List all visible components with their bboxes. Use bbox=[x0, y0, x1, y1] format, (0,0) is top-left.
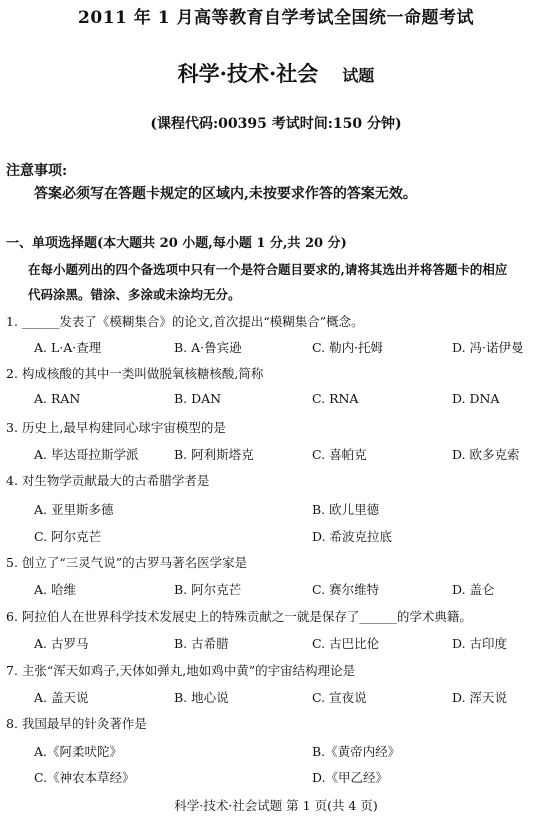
section-instruction-line1: 在每小题列出的四个备选项中只有一个是符合题目要求的,请将其选出并将答题卡的相应 bbox=[28, 262, 508, 277]
question-option: A. RAN bbox=[34, 391, 81, 406]
question-option: A. 亚里斯多德 bbox=[34, 502, 114, 517]
exam-title: 2011 年 1 月高等教育自学考试全国统一命题考试 bbox=[78, 8, 474, 28]
subject-title bbox=[0, 58, 552, 88]
question-option: B. 阿尔克芒 bbox=[174, 582, 242, 597]
question-option: A. L·A·查理 bbox=[34, 340, 102, 355]
question-option: C. 阿尔克芒 bbox=[34, 529, 102, 544]
question-option: B. 欧儿里德 bbox=[312, 502, 380, 517]
question-stem: 1. ______发表了《模糊集合》的论文,首次提出“模糊集合”概念。 bbox=[6, 314, 364, 329]
question-stem: 6. 阿拉伯人在世界科学技术发展史上的特殊贡献之一就是保存了______的学术典籍。 bbox=[6, 609, 472, 624]
question-option: B.《黄帝内经》 bbox=[312, 744, 401, 759]
question-option: D. 欧多克索 bbox=[452, 447, 520, 462]
question-stem: 3. 历史上,最早构建同心球宇宙模型的是 bbox=[6, 420, 226, 435]
question-stem: 7. 主张“浑天如鸡子,天体如弹丸,地如鸡中黄”的宇宙结构理论是 bbox=[6, 663, 356, 678]
question-option: C. 宣夜说 bbox=[312, 690, 367, 705]
question-option: D. DNA bbox=[452, 391, 500, 406]
course-info: (课程代码:00395 考试时间:150 分钟) bbox=[150, 116, 402, 132]
question-option: C.《神农本草经》 bbox=[34, 770, 135, 785]
question-option: C. 赛尔维特 bbox=[312, 582, 380, 597]
paper-label: 试题 bbox=[342, 66, 375, 85]
question-option: C. 古巴比伦 bbox=[312, 636, 380, 651]
section-instruction-line2: 代码涂黑。错涂、多涂或未涂均无分。 bbox=[28, 287, 241, 302]
section-heading: 一、单项选择题(本大题共 20 小题,每小题 1 分,共 20 分) bbox=[6, 236, 347, 251]
question-stem: 8. 我国最早的针灸著作是 bbox=[6, 716, 147, 731]
question-option: A. 毕达哥拉斯学派 bbox=[34, 447, 139, 462]
question-option: A.《阿柔吠陀》 bbox=[34, 744, 123, 759]
question-option: D. 古印度 bbox=[452, 636, 508, 651]
question-option: A. 盖天说 bbox=[34, 690, 89, 705]
question-option: B. A·鲁宾逊 bbox=[174, 340, 242, 355]
question-option: C. 勒内·托姆 bbox=[312, 340, 384, 355]
question-stem: 4. 对生物学贡献最大的古希腊学者是 bbox=[6, 473, 210, 488]
question-option: D. 冯·诺伊曼 bbox=[452, 340, 524, 355]
question-option: D. 浑天说 bbox=[452, 690, 508, 705]
question-stem: 5. 创立了“三灵气说”的古罗马著名医学家是 bbox=[6, 555, 248, 570]
page-footer: 科学·技术·社会试题 第 1 页(共 4 页) bbox=[174, 798, 378, 813]
question-option: C. RNA bbox=[312, 391, 359, 406]
question-option: B. 古希腊 bbox=[174, 636, 229, 651]
notice-heading: 注意事项: bbox=[6, 163, 68, 179]
question-option: B. 阿利斯塔克 bbox=[174, 447, 254, 462]
question-stem: 2. 构成核酸的其中一类叫做脱氧核糖核酸,简称 bbox=[6, 366, 264, 381]
question-option: A. 哈维 bbox=[34, 582, 76, 597]
question-option: A. 古罗马 bbox=[34, 636, 89, 651]
subject-name: 科学·技术·社会 bbox=[177, 61, 319, 86]
question-option: D. 希波克拉底 bbox=[312, 529, 393, 544]
question-option: D.《甲乙经》 bbox=[312, 770, 389, 785]
question-option: B. 地心说 bbox=[174, 690, 229, 705]
question-option: C. 喜帕克 bbox=[312, 447, 367, 462]
question-option: D. 盖仑 bbox=[452, 582, 495, 597]
question-option: B. DAN bbox=[174, 391, 222, 406]
notice-text: 答案必须写在答题卡规定的区域内,未按要求作答的答案无效。 bbox=[34, 186, 417, 202]
